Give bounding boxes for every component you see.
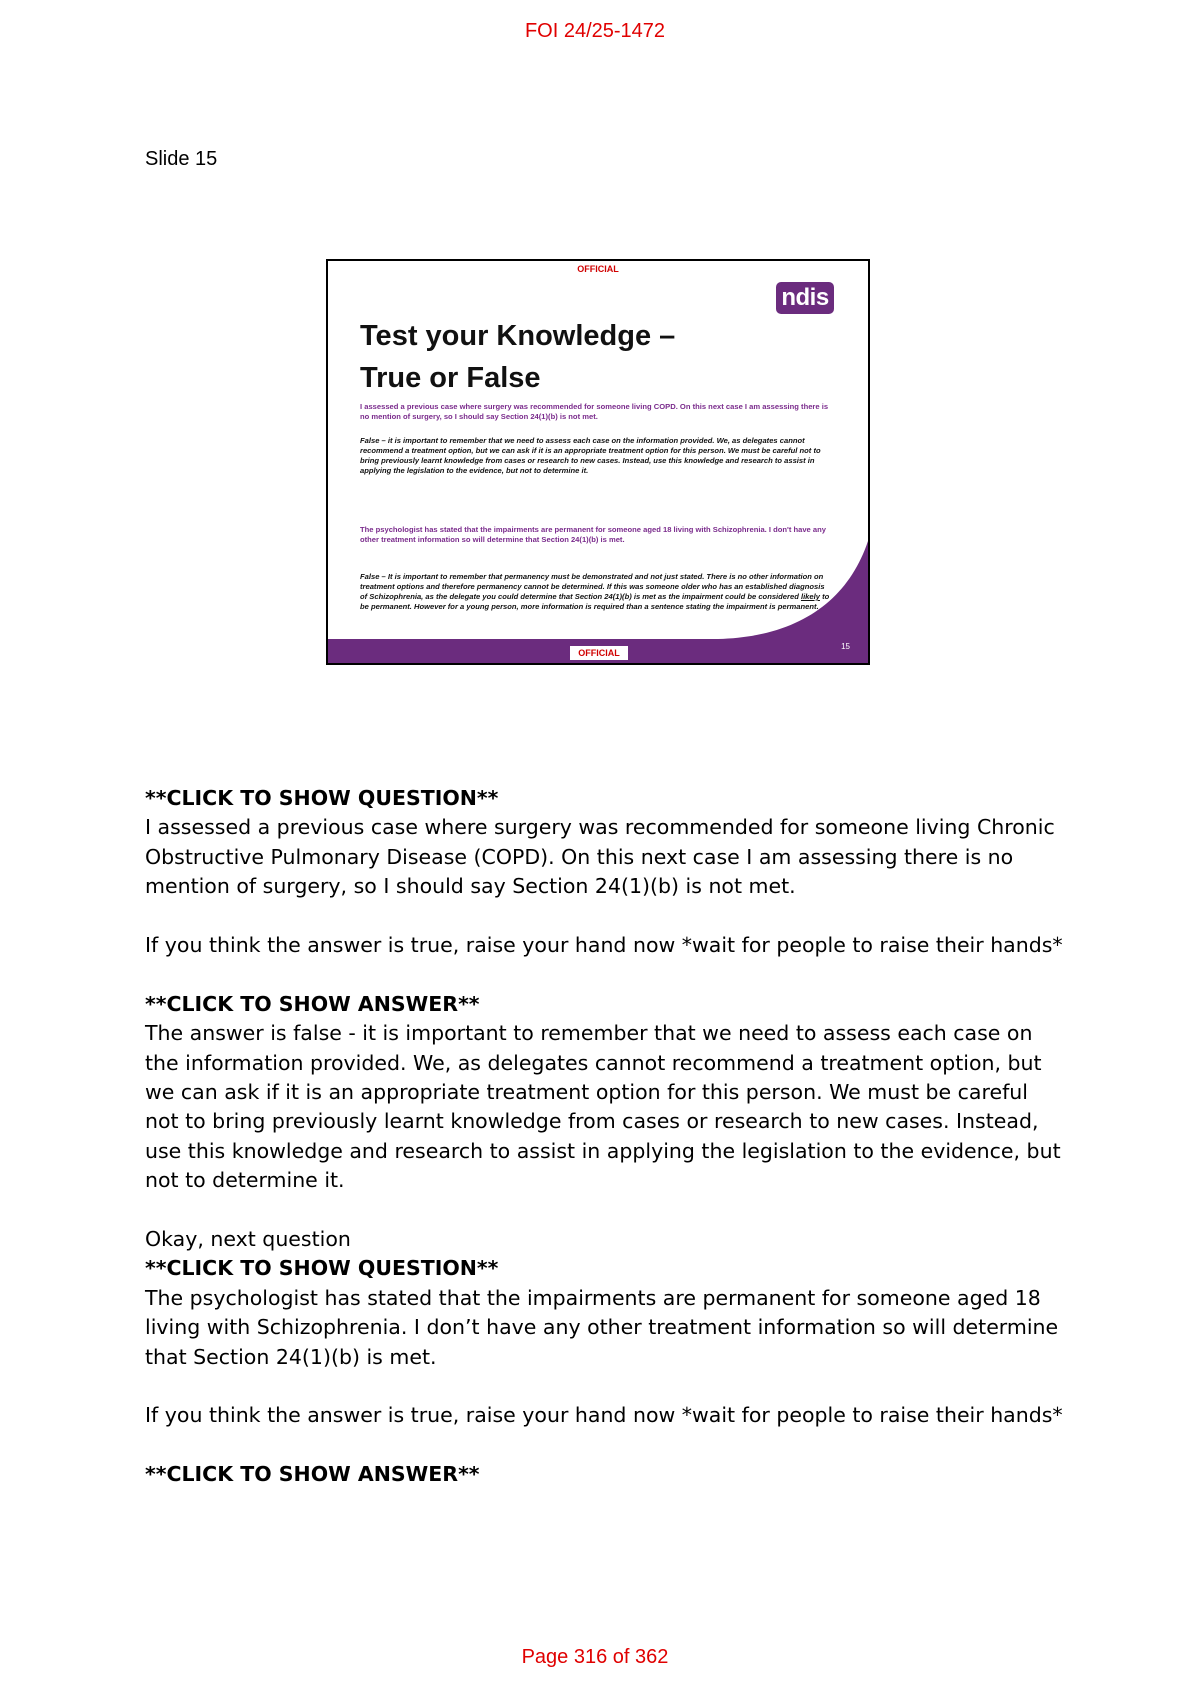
slide-answer-2-part-1: False – It is important to remember that permanency must be demonstrated and not just stated. There is no other information on treatment options and therefore permanency cannot be determined. If this was someone older who has an established diagnosis of Schizophrenia, as the delegate you could determine that Section 24(1)(b) is met as the impairment could be considered — [360, 572, 825, 601]
click-to-show-answer-1: **CLICK TO SHOW ANSWER** — [145, 991, 480, 1016]
slide-official-marking-top: OFFICIAL — [577, 264, 619, 274]
click-to-show-answer-2: **CLICK TO SHOW ANSWER** — [145, 1462, 480, 1487]
slide-title-line-2: True or False — [360, 362, 541, 394]
slide-official-marking-bottom: OFFICIAL — [570, 646, 628, 660]
slide-label: Slide 15 — [145, 148, 218, 170]
slide-answer-2 — [360, 572, 830, 612]
notes-next-question: Okay, next question — [145, 1227, 351, 1252]
slide-thumbnail — [326, 259, 870, 665]
slide-question-1: I assessed a previous case where surgery was recommended for someone living COPD. On this next case I am assessing there is no mention of surgery, so I should say Section 24(1)(b) is not met. — [360, 402, 829, 421]
notes-answer-1: The answer is false - it is important to remember that we need to assess each case on the information provided. We, as delegates cannot recommend a treatment option, but we can ask if it is an appropriate treatment option for this person. We must be careful not to bring previously learnt knowledge from cases or research to new cases. Instead, use this knowledge and research to assist in applying the legislation to the evidence, but not to determine it. — [145, 1021, 1061, 1193]
notes-raise-hand-1: If you think the answer is true, raise your hand now *wait for people to raise their hands* — [145, 933, 1063, 958]
speaker-notes — [145, 784, 1065, 1490]
slide-answer-1: False – it is important to remember that we need to assess each case on the information provided. We, as delegates cannot recommend a treatment option, but we can ask if it is an appropriate treatment option for this person. We must be careful not to bring previously learnt knowledge from cases or research to new cases. Instead, use this knowledge and research to assist in applying the legislation to the evidence, but not to determine it. — [360, 436, 821, 475]
slide-answer-2-part-2: to be permanent. However for a young person, more information is required than a sentence stating the impairment is permanent. — [360, 592, 830, 611]
click-to-show-question-2: **CLICK TO SHOW QUESTION** — [145, 1256, 499, 1281]
click-to-show-question-1: **CLICK TO SHOW QUESTION** — [145, 786, 499, 810]
notes-question-2: The psychologist has stated that the impairments are permanent for someone aged 18 living with Schizophrenia. I don’t have any other treatment information so will determine that Section 24(1)(b) is met. — [145, 1285, 1059, 1369]
ndis-logo: ndis — [776, 282, 834, 314]
notes-question-1: I assessed a previous case where surgery was recommended for someone living Chronic Obstructive Pulmonary Disease (COPD). On this next case I am assessing there is no mention of surgery, so I should say Section 24(1)(b) is not met. — [145, 815, 1055, 899]
slide-title-line-1: Test your Knowledge – — [360, 320, 676, 352]
slide-question-2: The psychologist has stated that the impairments are permanent for someone aged 18 living with Schizophrenia. I don't have any other treatment information so will determine that Section 24(1)(b) is met. — [360, 525, 826, 544]
foi-reference: FOI 24/25-1472 — [524, 20, 666, 42]
slide-answer-2-underlined: likely — [800, 592, 820, 601]
slide-title — [360, 315, 675, 399]
page-number: Page 316 of 362 — [521, 1646, 669, 1668]
slide-number: 15 — [841, 642, 850, 651]
notes-raise-hand-2: If you think the answer is true, raise your hand now *wait for people to raise their hands* — [145, 1403, 1063, 1428]
